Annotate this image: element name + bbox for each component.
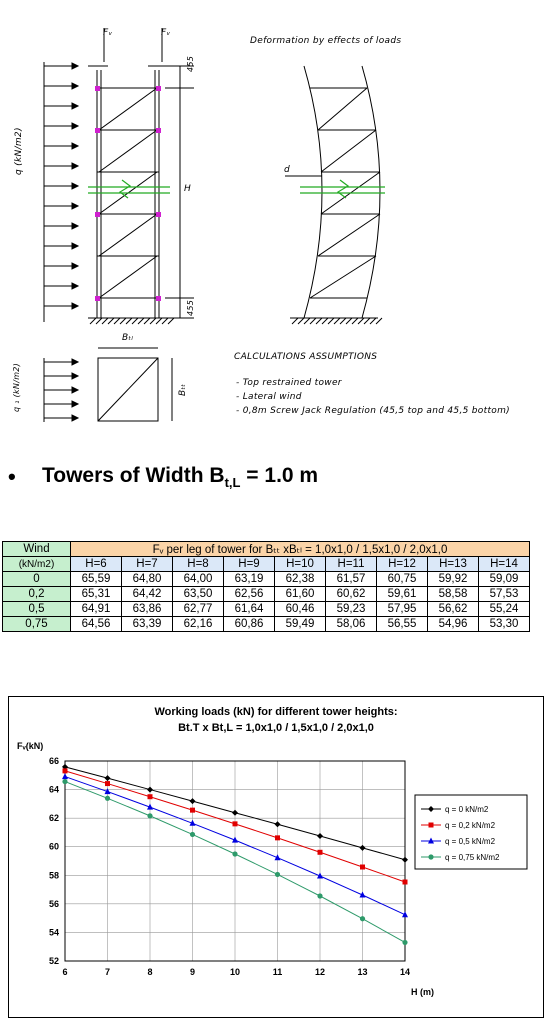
data-point <box>317 893 322 898</box>
data-point <box>62 779 67 784</box>
wind-header: Wind <box>3 542 71 557</box>
table-cell: 54,96 <box>428 617 479 632</box>
column-header: H=8 <box>173 557 224 572</box>
table-cell: 57,53 <box>479 587 530 602</box>
table-cell: 61,60 <box>275 587 326 602</box>
table-cell: 63,50 <box>173 587 224 602</box>
column-header: H=14 <box>479 557 530 572</box>
table-cell: 59,49 <box>275 617 326 632</box>
wind-arrow <box>44 83 78 89</box>
plan-view <box>44 348 172 422</box>
table-cell: 64,56 <box>71 617 122 632</box>
data-point <box>105 796 110 801</box>
heading-text: Towers of Width $B_{t,L} = 1.0$ m <box>42 464 319 491</box>
legend-label: q = 0,5 kN/m2 <box>445 837 496 846</box>
y-tick-label: 64 <box>48 784 59 795</box>
assumption-item: - Top restrained tower <box>236 378 342 388</box>
deformed-break-lines <box>300 180 385 198</box>
table-row <box>3 617 530 632</box>
force-label-right: Fᵥ <box>161 28 171 38</box>
dim-top: 455 <box>186 55 195 72</box>
table-cell: 59,92 <box>428 572 479 587</box>
x-tick-label: 8 <box>147 967 153 977</box>
table-cell: 63,39 <box>122 617 173 632</box>
deformed-tower <box>285 66 380 318</box>
legend-label: q = 0 kN/m2 <box>445 805 489 814</box>
data-point <box>147 813 152 818</box>
wind-value: 0,2 <box>3 587 71 602</box>
table-cell: 64,91 <box>71 602 122 617</box>
y-tick-label: 66 <box>48 756 59 766</box>
data-point <box>105 775 111 781</box>
data-point <box>190 832 195 837</box>
x-tick-label: 7 <box>104 967 111 977</box>
height-label: H <box>184 184 192 194</box>
column-header: H=11 <box>326 557 377 572</box>
wind-unit: (kN/m2) <box>3 557 71 572</box>
y-tick-label: 58 <box>48 870 59 881</box>
data-point <box>148 794 153 799</box>
wind-arrow <box>44 163 78 169</box>
table-cell: 56,55 <box>377 617 428 632</box>
table-cell: 55,24 <box>479 602 530 617</box>
wind-arrow <box>44 263 78 269</box>
wind-arrow <box>44 103 78 109</box>
table-cell: 62,77 <box>173 602 224 617</box>
table-cell: 60,62 <box>326 587 377 602</box>
table-cell: 60,75 <box>377 572 428 587</box>
table-cell: 61,57 <box>326 572 377 587</box>
legend-label: q = 0,2 kN/m2 <box>445 821 496 830</box>
section-heading <box>0 462 550 496</box>
x-tick-label: 11 <box>272 967 283 977</box>
assumption-item: - 0,8m Screw Jack Regulation (45,5 top and 45,5 bottom) <box>236 406 510 416</box>
data-point <box>275 821 281 827</box>
column-header: H=9 <box>224 557 275 572</box>
x-tick-label: 14 <box>399 967 411 977</box>
wind-arrow <box>44 63 78 69</box>
data-point <box>402 940 407 945</box>
table-cell: 62,56 <box>224 587 275 602</box>
data-point <box>402 857 408 863</box>
table-cell: 59,61 <box>377 587 428 602</box>
x-tick-label: 9 <box>189 967 196 977</box>
table-title: Fᵥ per leg of tower for Bₜₜ xBₜₗ = 1,0x1,0 / 1,5x1,0 / 2,0x1,0 <box>71 542 530 557</box>
wind-arrow <box>44 183 78 189</box>
table-row <box>3 587 530 602</box>
table-cell: 59,09 <box>479 572 530 587</box>
table-cell: 56,62 <box>428 602 479 617</box>
plan-q-label: q ₁ (kN/m2) <box>12 362 21 412</box>
table-cell: 62,38 <box>275 572 326 587</box>
dim-bottom: 455 <box>186 299 195 316</box>
assumption-item: - Lateral wind <box>236 392 302 402</box>
assumptions-title: CALCULATIONS ASSUMPTIONS <box>234 352 378 362</box>
deflection-label: d <box>284 165 291 175</box>
data-point <box>428 854 433 859</box>
loads-table <box>2 541 530 632</box>
data-point <box>147 787 153 793</box>
data-point <box>62 773 68 779</box>
force-label-left: Fᵥ <box>103 28 113 38</box>
plan-depth-label: Bₜₜ <box>178 383 188 396</box>
data-point <box>190 808 195 813</box>
wind-arrow <box>44 387 78 393</box>
table-cell: 63,86 <box>122 602 173 617</box>
y-tick-label: 54 <box>48 927 59 938</box>
table-cell: 58,06 <box>326 617 377 632</box>
table-cell: 57,95 <box>377 602 428 617</box>
data-point <box>318 850 323 855</box>
wind-arrow <box>44 303 78 309</box>
data-point <box>232 851 237 856</box>
data-point <box>360 845 366 851</box>
column-header: H=10 <box>275 557 326 572</box>
x-axis-label: H (m) <box>411 987 434 997</box>
wind-arrow <box>44 123 78 129</box>
wind-arrow <box>44 243 78 249</box>
data-point <box>233 821 238 826</box>
column-header: H=12 <box>377 557 428 572</box>
table-cell: 61,64 <box>224 602 275 617</box>
y-tick-label: 60 <box>48 841 59 852</box>
table-row <box>3 572 530 587</box>
data-point <box>275 872 280 877</box>
x-tick-label: 13 <box>357 967 368 977</box>
x-tick-label: 10 <box>229 967 241 977</box>
table-cell: 62,16 <box>173 617 224 632</box>
chart-title: Working loads (kN) for different tower heights: <box>154 706 398 718</box>
table-row <box>3 602 530 617</box>
legend-label: q = 0,75 kN/m2 <box>445 853 500 862</box>
deformation-title: Deformation by effects of loads <box>250 36 402 46</box>
wind-value: 0,5 <box>3 602 71 617</box>
plan-width-label: Bₜₗ <box>122 333 134 343</box>
table-cell: 65,31 <box>71 587 122 602</box>
data-point <box>360 865 365 870</box>
table-cell: 64,80 <box>122 572 173 587</box>
table-cell: 59,23 <box>326 602 377 617</box>
y-tick-label: 62 <box>48 813 59 824</box>
wind-arrow <box>44 373 78 379</box>
table-cell: 64,00 <box>173 572 224 587</box>
data-point <box>360 916 365 921</box>
wind-arrow <box>44 143 78 149</box>
tower-elevation <box>88 28 194 318</box>
data-point <box>317 833 323 839</box>
table-cell: 60,46 <box>275 602 326 617</box>
data-point <box>105 781 110 786</box>
x-tick-label: 12 <box>314 967 326 977</box>
column-header: H=13 <box>428 557 479 572</box>
column-header: H=6 <box>71 557 122 572</box>
data-point <box>190 798 196 804</box>
wind-arrow <box>44 415 78 421</box>
table-cell: 65,59 <box>71 572 122 587</box>
wind-arrow <box>44 203 78 209</box>
wind-arrow <box>44 283 78 289</box>
data-point <box>403 880 408 885</box>
wind-value: 0,75 <box>3 617 71 632</box>
y-tick-label: 52 <box>48 956 59 966</box>
wind-value: 0 <box>3 572 71 587</box>
y-tick-label: 56 <box>48 898 59 909</box>
column-header: H=7 <box>122 557 173 572</box>
data-point <box>63 768 68 773</box>
wind-arrow <box>44 359 78 365</box>
x-tick-label: 6 <box>62 967 68 977</box>
chart-frame <box>8 696 544 1018</box>
table-cell: 63,19 <box>224 572 275 587</box>
y-axis-label: Fᵥ(kN) <box>17 741 44 751</box>
tower-drawings <box>0 0 550 440</box>
wind-arrow <box>44 401 78 407</box>
table-cell: 53,30 <box>479 617 530 632</box>
data-point <box>275 835 280 840</box>
q-label: q (kN/m2) <box>14 127 24 175</box>
chart-subtitle: Bt.T x Bt,L = 1,0x1,0 / 1,5x1,0 / 2,0x1,0 <box>178 722 374 734</box>
working-loads-chart <box>9 697 543 1017</box>
section-break-lines <box>88 180 170 198</box>
ground-hatch <box>90 318 382 324</box>
wind-arrow <box>44 223 78 229</box>
table-cell: 64,42 <box>122 587 173 602</box>
table-cell: 58,58 <box>428 587 479 602</box>
data-point <box>429 823 434 828</box>
table-cell: 60,86 <box>224 617 275 632</box>
wind-arrows <box>44 62 78 322</box>
data-point <box>232 810 238 816</box>
bullet: • <box>8 464 16 489</box>
